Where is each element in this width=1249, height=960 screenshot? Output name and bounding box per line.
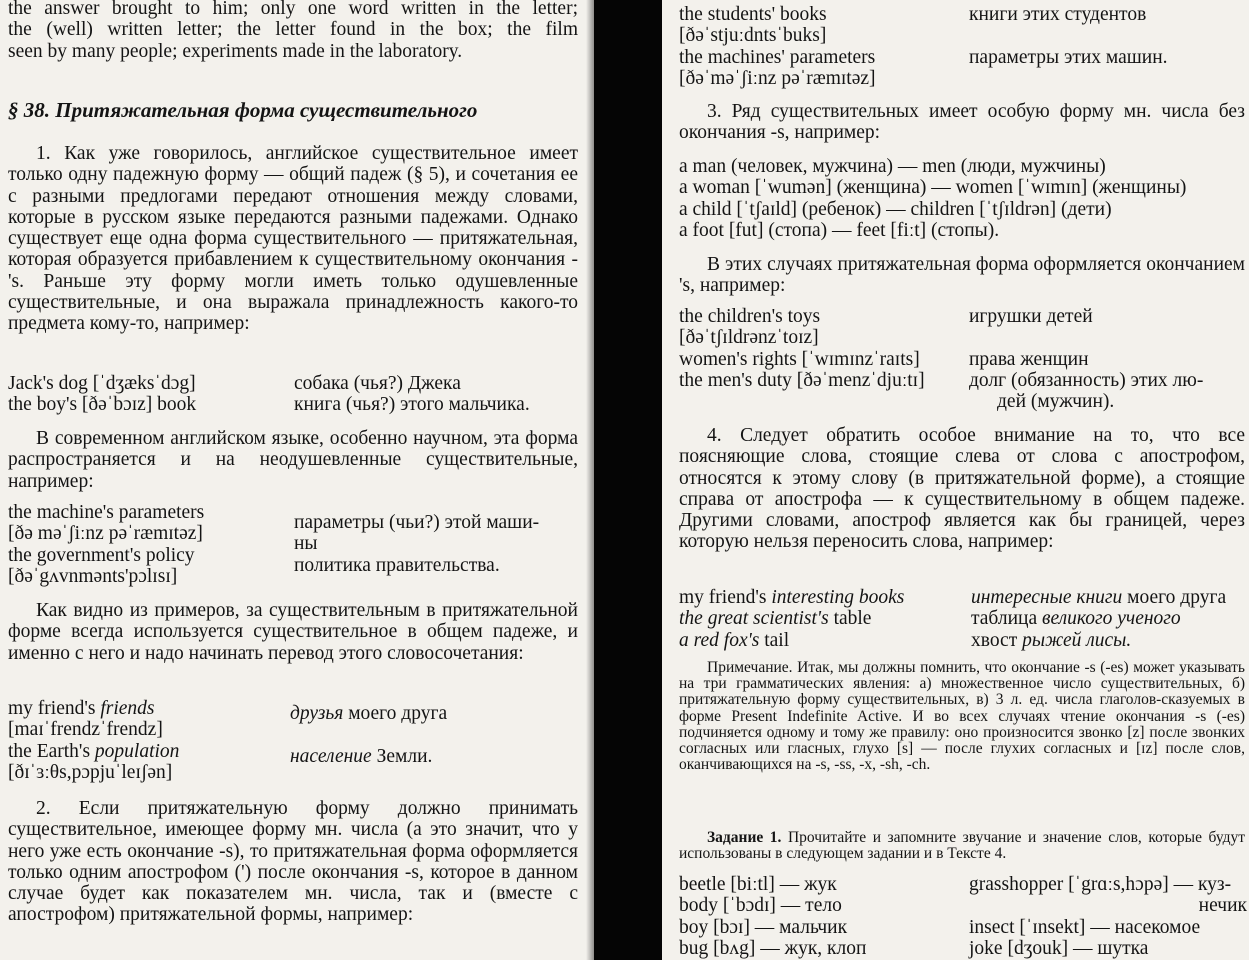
examples-1 <box>8 373 578 416</box>
task-label: Задание 1. <box>707 829 782 846</box>
example-en: women's rights [ˈwɪmɪnzˈraɪts] <box>679 348 920 370</box>
example-row <box>8 373 578 394</box>
example-en <box>679 630 971 651</box>
top-line-1: the answer brought to him; only one word written in the letter; <box>8 0 578 19</box>
example-row <box>679 587 1249 608</box>
example-italic: население <box>290 746 372 767</box>
example-row <box>679 68 1249 89</box>
example-italic: interesting books <box>771 587 905 608</box>
plural-item: a child [ˈtʃaɪld] (ребенок) — children [ˈtʃɪldrən] (дети) <box>679 198 1112 220</box>
transcription: [ðəˈstjuːdntsˈbuks] <box>679 25 827 47</box>
plural-item: a man (человек, мужчина) — men (люди, мужчины) <box>679 156 1106 177</box>
plural-item: a woman [ˈwumən] (женщина) — women [ˈwɪmɪn] (женщины) <box>679 177 1187 199</box>
example-italic: великого ученого <box>1041 608 1181 630</box>
example-italic: friends <box>100 698 155 719</box>
transcription: [ðəˈtʃɪldrənzˈtoɪz] <box>679 327 819 349</box>
example-row <box>679 25 1249 46</box>
examples-top <box>679 4 1249 89</box>
example-en: Jack's dog [ˈdʒæksˈdɔg] <box>8 373 196 394</box>
paragraph-2: В современном английском языке, особенно научном, эта форма распространяется и на неодушевленные существительные, например: <box>8 428 578 492</box>
plural-list <box>679 156 1245 241</box>
plural-item: a foot [fut] (стопа) — feet [fiːt] (стопы). <box>679 219 1000 241</box>
example-text: my friend's <box>679 587 772 608</box>
examples-2-ru <box>294 512 584 576</box>
section-heading: § 38. Притяжательная форма существительного <box>8 98 478 122</box>
example-en: the machine's parameters <box>8 502 205 523</box>
example-ru: собака (чья?) Джека <box>294 373 461 394</box>
transcription: [ðəˈməˈʃiːnz pəˈræmɪtəz] <box>679 67 876 89</box>
example-en: the machines' parameters <box>679 46 876 68</box>
example-row <box>679 608 1249 629</box>
example-ru <box>971 608 1181 629</box>
vocab-item: joke [dʒouk] — шутка <box>969 937 1149 959</box>
example-text: моего друга <box>343 703 448 724</box>
example-en: the children's toys <box>679 306 821 327</box>
top-line-3: seen by many people; experiments made in the laboratory. <box>8 40 463 62</box>
example-italic: the great scientist's <box>679 608 829 630</box>
examples-3-en <box>8 698 298 783</box>
example-en <box>679 391 997 412</box>
example-italic: рыжей лисы. <box>1022 629 1132 651</box>
example-row <box>679 349 1249 370</box>
left-page <box>0 0 600 960</box>
note-block: Примечание. Итак, мы должны помнить, что окончание -s (-es) может указывать на три грамматических явления: а) множественное число существительных, б) притяжательную форму существительных, в) 3 л. ед. числа глаголов-сказуемых в форме Present Indefinite Active. И во всех случаях чтение окончания -s (-es) подчиняется одному и тому же правилу: оно произносится звонко [z] после звонких согласных или гласных, глухо [s] — после глухих согласных и [ɪz] после слов, оканчивающихся на -s, -ss, -x, -sh, -ch. <box>679 659 1245 774</box>
example-text: моего друга <box>1122 587 1227 608</box>
example-row <box>679 391 1249 412</box>
example-italic: друзья <box>290 703 344 724</box>
example-en: the government's policy <box>8 544 195 566</box>
top-lines <box>8 0 578 62</box>
paragraph-1: 1. Как уже говорилось, английское существительное имеет только одну падежную форму — общий падеж (§ 5), и сочетания ее с разными предлогами передают отношения между словами, которые в русском языке передаются разными падежами. Однако существует еще одна форма существительного — притяжательная, которая образуется прибавлением к существительному окончания -'s. Раньше эту форму могли иметь только одушевленные существительные, и она выражала принадлежность какого-то предмета кому-то, например: <box>8 143 578 335</box>
example-en <box>679 608 971 629</box>
right-page <box>655 0 1249 960</box>
example-ru: долг (обязанность) этих лю- <box>969 369 1204 391</box>
example-text: the Earth's <box>8 740 95 762</box>
example-row <box>679 327 1249 348</box>
transcription: [ðɪˈɜːθs,pɔpjuˈleɪʃən] <box>8 761 173 783</box>
vocab-item: bug [bʌg] — жук, клоп <box>679 937 867 959</box>
example-italic: population <box>94 740 180 762</box>
transcription: [ðə məˈʃiːnz pəˈræmɪtəz] <box>8 523 203 545</box>
example-italic: a red fox's <box>679 629 760 651</box>
vocab-item: beetle [biːtl] — жук <box>679 874 837 895</box>
vocab-item: body [ˈbɔdɪ] — тело <box>679 895 842 917</box>
paragraph-3-plural: 3. Ряд существительных имеет особую форму мн. числа без окончания -s, например: <box>679 101 1245 144</box>
example-text: хвост <box>971 629 1023 651</box>
vocab-item: boy [bɔɪ] — мальчик <box>679 916 848 938</box>
example-row <box>8 394 578 415</box>
example-ru: параметры (чьи?) этой маши- <box>294 512 540 533</box>
example-row <box>679 47 1249 68</box>
example-en <box>8 741 298 762</box>
example-en: the boy's [ðəˈbɔɪz] book <box>8 394 197 416</box>
example-ru <box>290 703 580 746</box>
example-ru: политика правительства. <box>294 554 500 576</box>
book-spine <box>594 0 662 960</box>
example-ru: книги этих студентов <box>969 4 1147 25</box>
vocab-item: нечик <box>1198 895 1247 917</box>
examples-3 <box>679 587 1249 651</box>
example-ru: параметры этих машин. <box>969 46 1168 68</box>
example-text: table <box>828 608 872 630</box>
example-en: the men's duty [ðəˈmenzˈdjuːtɪ] <box>679 369 925 391</box>
example-text: таблица <box>971 608 1042 630</box>
vocab-left <box>679 874 969 959</box>
example-text: tail <box>759 629 790 651</box>
example-ru <box>971 630 1131 651</box>
examples-3-ru <box>290 703 580 767</box>
example-ru <box>290 746 580 767</box>
example-ru: права женщин <box>969 348 1089 370</box>
paragraph-3: Как видно из примеров, за существительным в притяжательной форме всегда используется существительное в общем падеже, и именно с него и надо начинать перевод этого словосочетания: <box>8 600 578 664</box>
example-ru: дей (мужчин). <box>997 391 1115 413</box>
example-ru: игрушки детей <box>969 306 1093 327</box>
example-text: my friend's <box>8 698 101 719</box>
example-ru: книга (чья?) этого мальчика. <box>294 394 530 416</box>
top-line-2: the (well) written letter; the letter found in the box; the film <box>8 19 578 41</box>
example-row <box>679 306 1249 327</box>
example-ru <box>971 587 1226 608</box>
vocab-right <box>969 874 1247 959</box>
transcription: [maɪˈfrendzˈfrendz] <box>8 719 163 741</box>
example-text: Земли. <box>371 746 433 767</box>
task-text: Прочитайте и запомните звучание и значение слов, которые будут использованы в следующем задании и в Тексте 4. <box>679 829 1245 863</box>
example-row <box>679 4 1249 25</box>
task-1 <box>679 830 1245 862</box>
example-ru: ны <box>294 533 318 555</box>
transcription: [ðəˈgʌvnmənts'pɔlɪsɪ] <box>8 565 178 587</box>
paragraph-possessive: В этих случаях притяжательная форма оформляется окончанием 's, например: <box>679 254 1245 297</box>
example-en: the students' books <box>679 4 827 25</box>
vocab-item: insect [ˈɪnsekt] — насекомое <box>969 916 1201 938</box>
paragraph-4: 2. Если притяжательную форму должно принимать существительное, имеющее форму мн. числа (а это значит, что у него уже есть окончание -s), то притяжательная форма оформляется только одним апострофом (') после окончания -s, которое в данном случае будет как показателем мн. числа, так и (вместе с апострофом) притяжательной формы, например: <box>8 798 578 926</box>
example-en <box>679 587 971 608</box>
paragraph-4-apostrophe: 4. Следует обратить особое внимание на то, что все поясняющие слова, стоящие слева от слова с апострофом, относятся к этому слову (в притяжательной форме), а стоящие справа от апострофа — к существительному в общем падеже. Другими словами, апостроф является как бы границей, через которую нельзя переносить слова, например: <box>679 425 1245 553</box>
example-en <box>8 698 298 719</box>
example-row <box>679 630 1249 651</box>
example-italic: интересные книги <box>971 587 1123 608</box>
vocab-item: grasshopper [ˈgrɑːs,hɔpə] — куз- <box>969 874 1232 895</box>
example-row <box>679 370 1249 391</box>
examples-2 <box>679 306 1249 412</box>
examples-2-en <box>8 502 298 587</box>
